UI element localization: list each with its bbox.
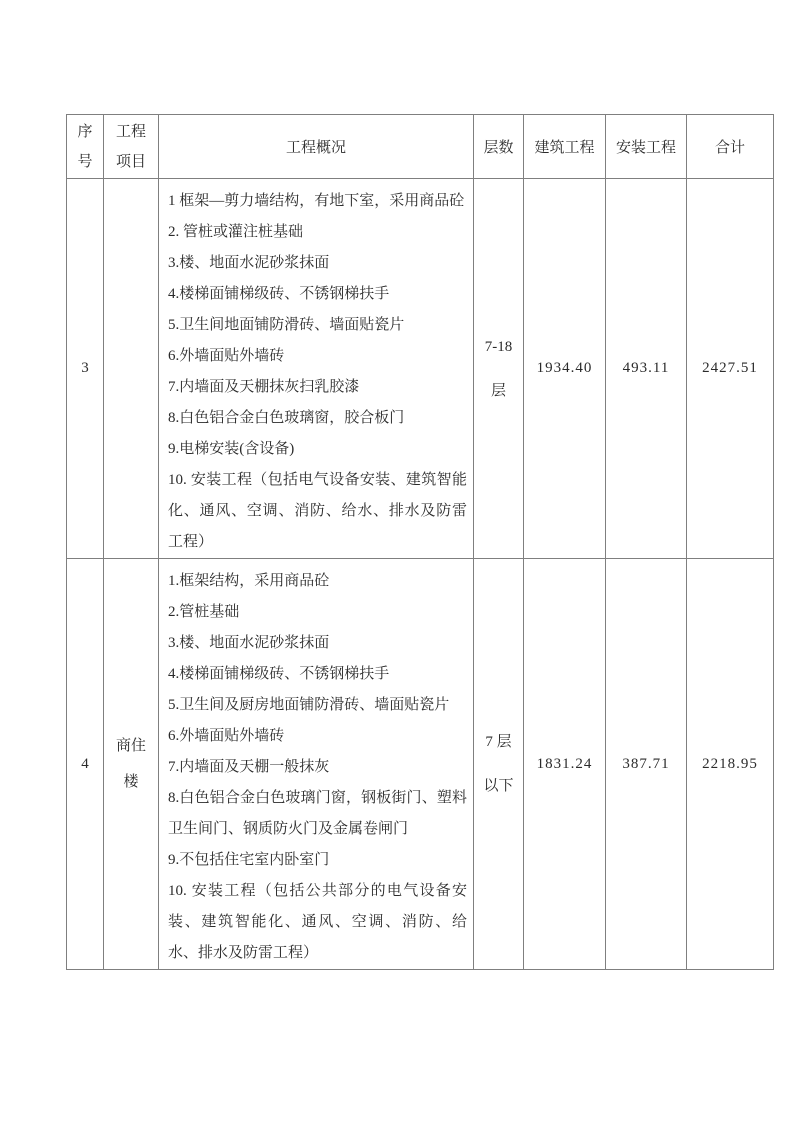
project-cell [104,559,159,970]
overview-item: 10. 安装工程（包括电气设备安装、建筑智能化、通风、空调、消防、给水、排水及防雷工程） [168,472,467,550]
overview-item: 2.管桩基础 [168,604,240,620]
floors-line2: 层 [490,382,506,399]
header-seq-line1: 序 [77,123,93,140]
overview-item: 6.外墙面贴外墙砖 [168,348,285,364]
building-cost-cell: 1831.24 [524,559,606,970]
overview-item: 10. 安装工程（包括公共部分的电气设备安装、建筑智能化、通风、空调、消防、给水、排水及防雷工程） [168,883,467,961]
overview-cell [159,179,474,559]
header-building-cost: 建筑工程 [524,115,606,179]
overview-cell [159,559,474,970]
overview-item: 8.白色铝合金白色玻璃窗，胶合板门 [168,410,405,426]
overview-item: 6.外墙面贴外墙砖 [168,728,285,744]
table-row [67,559,774,970]
project-line2: 楼 [123,774,139,790]
header-project-line1: 工程 [115,123,146,140]
floors-line1: 7-18 [484,338,513,355]
header-seq-line2: 号 [77,153,93,170]
overview-item: 3.楼、地面水泥砂浆抹面 [168,255,330,271]
overview-item: 4.楼梯面铺梯级砖、不锈钢梯扶手 [168,666,390,682]
overview-item: 1 框架—剪力墙结构，有地下室，采用商品砼 [168,193,465,209]
header-project [104,115,159,179]
overview-item: 4.楼梯面铺梯级砖、不锈钢梯扶手 [168,286,390,302]
overview-item: 9.不包括住宅室内卧室门 [168,852,330,868]
building-cost-cell: 1934.40 [524,179,606,559]
floors-cell [474,559,524,970]
floors-line1: 7 层 [485,734,512,750]
header-floors: 层数 [474,115,524,179]
overview-item: 8.白色铝合金白色玻璃门窗，钢板街门、塑料卫生间门、钢质防火门及金属卷闸门 [168,790,467,837]
seq-cell: 3 [67,179,104,559]
installation-cost-cell: 493.11 [606,179,687,559]
project-line1: 商住 [115,738,146,754]
header-project-line2: 项目 [115,153,146,170]
overview-item: 5.卫生间地面铺防滑砖、墙面贴瓷片 [168,317,405,333]
overview-item: 3.楼、地面水泥砂浆抹面 [168,635,330,651]
table-row [67,179,774,559]
total-cell: 2218.95 [687,559,774,970]
overview-item: 1.框架结构，采用商品砼 [168,573,330,589]
overview-item: 9.电梯安装(含设备) [168,441,295,457]
seq-cell: 4 [67,559,104,970]
overview-item: 7.内墙面及天棚一般抹灰 [168,759,330,775]
overview-item: 7.内墙面及天棚抹灰扫乳胶漆 [168,379,360,395]
table-header-row [67,115,774,179]
project-cell [104,179,159,559]
header-total: 合计 [687,115,774,179]
installation-cost-cell: 387.71 [606,559,687,970]
floors-line2: 以下 [483,778,514,794]
header-installation-cost: 安装工程 [606,115,687,179]
header-seq [67,115,104,179]
total-cell: 2427.51 [687,179,774,559]
header-overview: 工程概况 [159,115,474,179]
floors-cell [474,179,524,559]
project-summary-table [66,114,774,970]
overview-item: 5.卫生间及厨房地面铺防滑砖、墙面贴瓷片 [168,697,450,713]
overview-item: 2. 管桩或灌注桩基础 [168,224,304,240]
